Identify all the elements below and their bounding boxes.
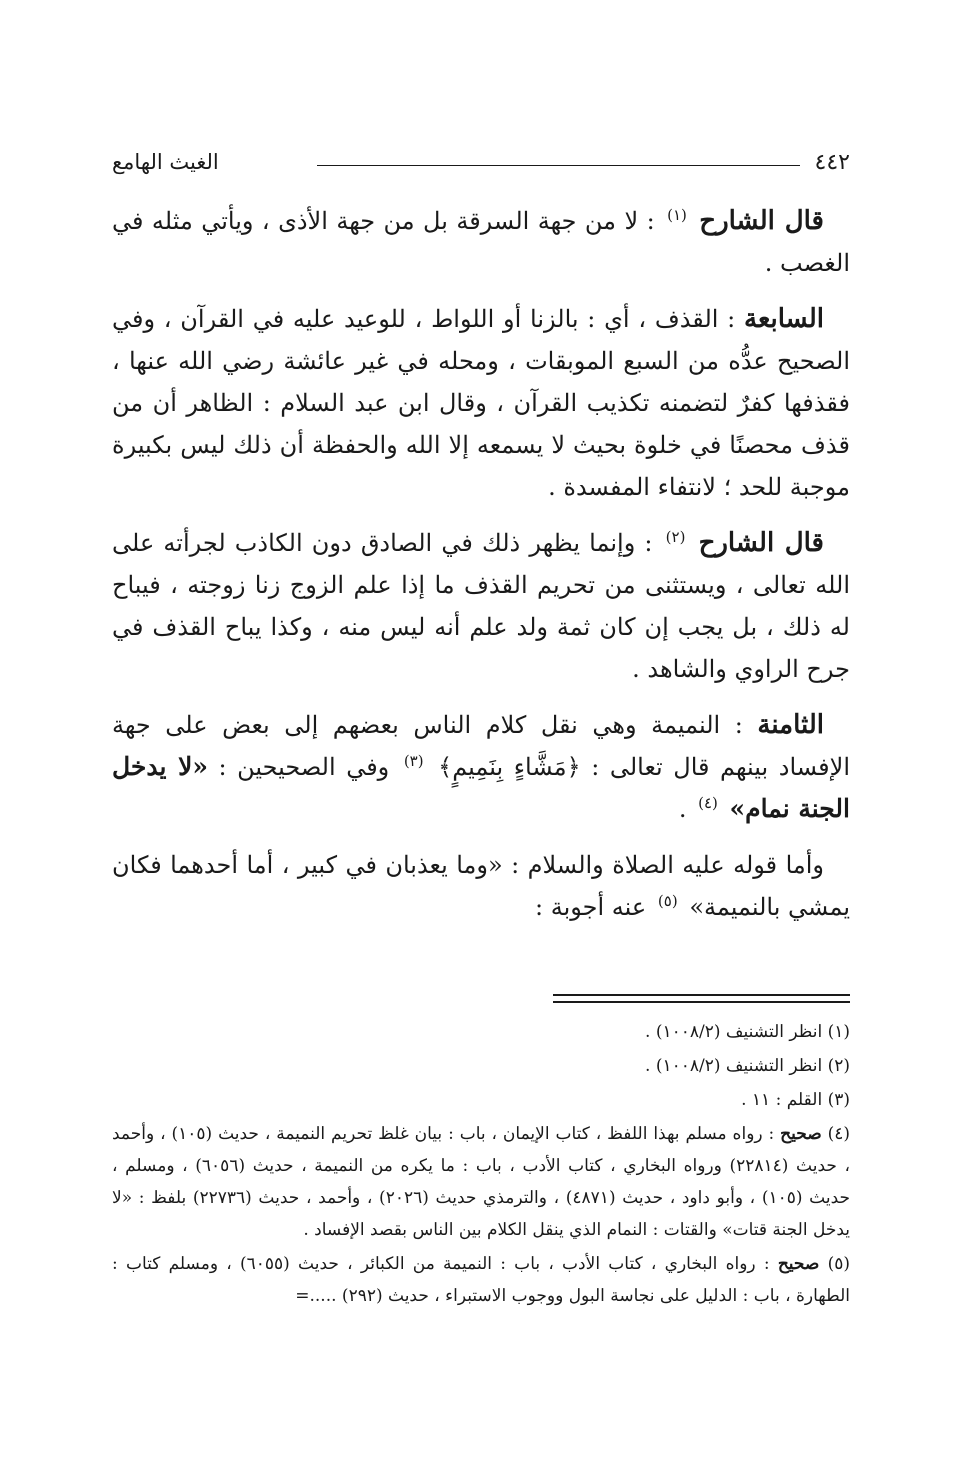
footnotes [112,1016,850,1314]
footnote-label: صحيح [777,1254,820,1274]
footnote-number: (١) [827,1022,850,1042]
footnote-ref[interactable]: (٣) [403,752,424,770]
footnote [112,1248,850,1312]
footnote-number: (٣) [827,1090,850,1110]
quran-quote: ﴿مَشَّاءٍ بِنَمِيمٍ﴾ [438,753,581,781]
paragraph [112,200,850,284]
footnote-text: : رواه البخاري ، كتاب الأدب ، باب : النميمة من الكبائر ، حديث (٦٠٥٥) ، ومسلم كتاب : الطهارة ، باب : الدليل على نجاسة البول ووجوب الاستبراء ، حديث (٢٩٢) .....= [112,1254,850,1306]
paragraph [112,298,850,508]
book-title: الغيث الهامع [112,150,219,174]
footnote-text: انظر التشنيف (١٠٠٨/٢) . [645,1056,823,1076]
header-rule [317,165,800,166]
running-header [112,148,850,182]
footnote [112,1084,850,1116]
footnote-separator [553,994,850,1003]
paragraph [112,704,850,830]
footnote-ref[interactable]: (٤) [698,794,718,812]
footnote-number: (٥) [827,1254,850,1274]
paragraph-text: : وإنما يظهر ذلك في الصادق دون الكاذب لجرأته على الله تعالى ، ويستثنى من تحريم القذف ما إذا علم الزوج زنا زوجته ، فيباح له ذلك ، بل يجب إن كان ثمة ولد علم أنه ليس منه ، وكذا يباح القذف في جرح الراوي والشاهد . [112,529,850,683]
footnote-ref[interactable]: (٢) [665,528,686,546]
main-text [112,200,850,942]
paragraph [112,844,850,928]
footnote-ref[interactable]: (١) [667,206,687,224]
paragraph-lead: قال الشارح [698,528,824,558]
footnote-text: : رواه مسلم بهذا اللفظ ، كتاب الإيمان ، باب : بيان غلظ تحريم النميمة ، حديث (١٠٥) ، وأحمد ، حديث (٢٢٨١٤) ورواه البخاري ، كتاب الأدب ، باب : ما يكره من النميمة ، حديث (٦٠٥٦) ، ومسلم ، حديث (١٠٥) ، وأبو داود ، حديث (٤٨٧١) ، والترمذي حديث (٢٠٢٦) ، وأحمد ، حديث (٢٢٧٣٦) بلفظ : «لا يدخل الجنة قتات» والقتات : النمام الذي ينقل الكلام بين الناس بقصد الإفساد . [112,1124,850,1240]
paragraph-text: عنه أجوبة : [535,893,647,921]
footnote [112,1050,850,1082]
footnote-ref[interactable]: (٥) [657,892,678,910]
page-number: ٤٤٢ [814,150,850,175]
paragraph-text: وفي الصحيحين : [218,753,390,781]
footnote [112,1016,850,1048]
paragraph-lead: السابعة [744,304,824,334]
footnote-label: صحيح [780,1124,822,1144]
footnote-number: (٤) [827,1124,850,1144]
paragraph-end: . [678,795,687,823]
footnote-number: (٢) [827,1056,850,1076]
paragraph-lead: الثامنة [757,710,824,740]
paragraph-text: : النميمة وهي نقل كلام الناس بعضهم إلى بعض على جهة الإفساد بينهم قال تعالى : [112,711,850,781]
paragraph-lead: قال الشارح [699,206,824,236]
paragraph-text: : القذف ، أي : بالزنا أو اللواط ، للوعيد عليه في القرآن ، وفي الصحيح عدُّه من السبع الموبقات ، ومحله في غير عائشة رضي الله عنها ، فقذفها كفرٌ لتضمنه تكذيب القرآن ، وقال ابن عبد السلام : الظاهر أن من قذف محصنًا في خلوة بحيث لا يسمعه إلا الله والحفظة أن ذلك ليس بكبيرة موجبة للحد ؛ لانتفاء المفسدة . [112,305,850,501]
paragraph-text: وأما قوله عليه الصلاة والسلام : «وما يعذبان في كبير ، أما أحدهما فكان يمشي بالنميمة» [112,851,850,921]
footnote-text: انظر التشنيف (١٠٠٨/٢) . [645,1022,823,1042]
paragraph-text: : لا من جهة السرقة بل من جهة الأذى ، ويأتي مثله في الغصب . [112,207,850,277]
hadith-quote: «لا يدخل الجنة نمام» [112,752,850,823]
footnote [112,1118,850,1246]
paragraph [112,522,850,690]
footnote-text: القلم : ١١ . [741,1090,823,1110]
